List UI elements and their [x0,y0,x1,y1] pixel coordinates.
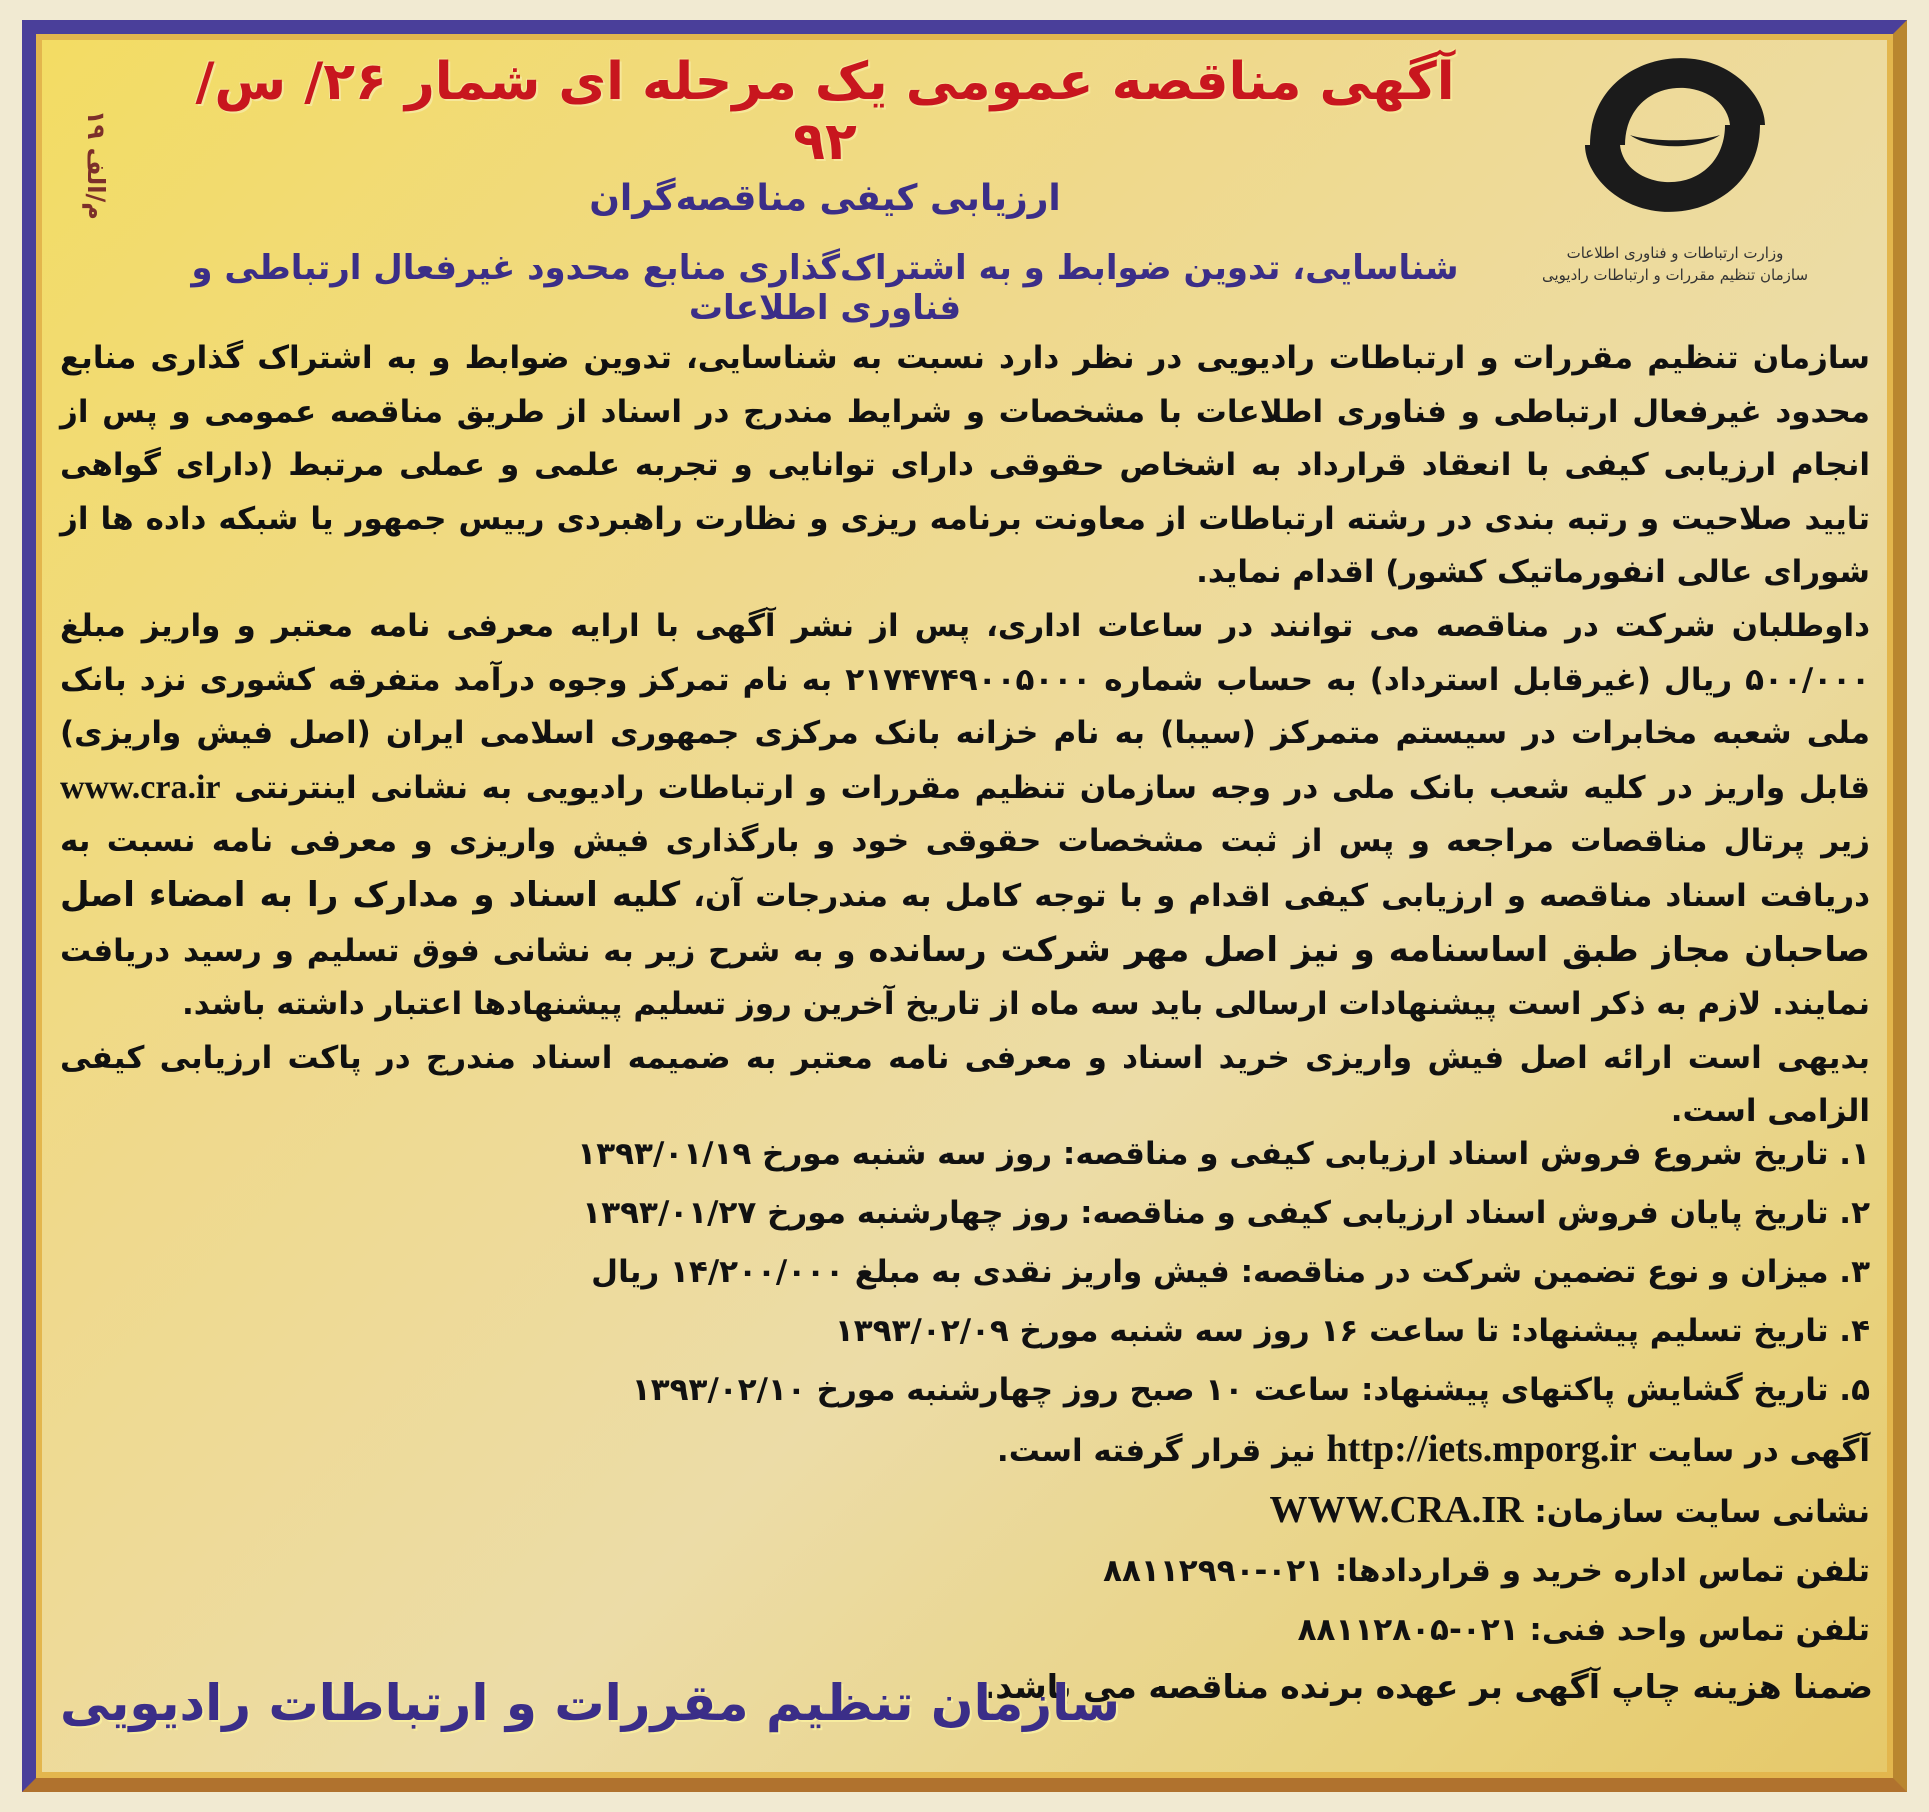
technical-phone-line [60,1601,1870,1660]
ministry-logo-icon [1570,30,1780,240]
notice-subject: شناسایی، تدوین ضوابط و به اشتراک‌گذاری منابع محدود غیرفعال ارتباطی و فناوری اطلاعات [191,248,1459,328]
technical-phone-label: تلفن تماس واحد فنی: [1529,1612,1870,1648]
list-item: ۱. تاریخ شروع فروش اسناد ارزیابی کیفی و مناقصه: روز سه شنبه مورخ ۱۳۹۳/۰۱/۱۹ [577,1136,1870,1172]
logo-block [1540,30,1810,330]
cra-url-link[interactable]: www.cra.ir [60,768,221,806]
list-item: ۳. میزان و نوع تضمین شرکت در مناقصه: فیش واریز نقدی به مبلغ ۱۴/۲۰۰/۰۰۰ ریال [591,1254,1870,1290]
org-site-label: نشانی سایت سازمان: [1534,1494,1870,1530]
list-item: ۵. تاریخ گشایش پاکتهای پیشنهاد: ساعت ۱۰ صبح روز چهارشنبه مورخ ۱۳۹۳/۰۲/۱۰ [631,1372,1870,1408]
notice-body [60,332,1870,1139]
schedule-list [60,1125,1870,1420]
print-cost-note: ضمنا هزینه چاپ آگهی بر عهده برنده مناقصه می باشد. [982,1667,1873,1706]
instructions-text-1: داوطلبان شرکت در مناقصه می توانند در ساعات اداری، پس از نشر آگهی با ارایه معرفی نامه معتبر و واریز مبلغ ۵۰۰/۰۰۰ ریال (غیرقابل استرداد) به حساب شماره ۲۱۷۴۷۴۹۰۰۵۰۰۰ به نام تمرکز وجوه درآمد متفرقه کشوری نزد بانک ملی شعبه مخابرات در سیستم متمرکز (سیبا) به نام خزانه بانک مرکزی جمهوری اسلامی ایران (اصل فیش واریزی) قابل واریز در کلیه شعب بانک ملی در وجه سازمان تنظیم مقررات و ارتباطات رادیویی به نشانی اینترنتی [60,607,1870,806]
list-item: ۲. تاریخ پایان فروش اسناد ارزیابی کیفی و مناقصه: روز چهارشنبه مورخ ۱۳۹۳/۰۱/۲۷ [582,1195,1870,1231]
purchase-phone-line [60,1542,1870,1601]
instructions-text-2: زیر پرتال مناقصات مراجعه و پس از ثبت مشخصات حقوقی خود و بارگذاری فیش واریزی و معرفی نامه نسبت به دریافت اسناد مناقصه و ارزیابی کیفی اقدام و با توجه کامل به مندرجات آن، [60,823,1871,914]
organization-signature: سازمان تنظیم مقررات و ارتباطات رادیویی [60,1674,1121,1732]
organization-name: سازمان تنظیم مقررات و ارتباطات رادیویی [1541,266,1809,284]
org-site-line [60,1481,1870,1542]
instructions-text-3: و به شرح زیر به نشانی فوق تسلیم و رسید دریافت نمایند. لازم به ذکر است پیشنهادات ارسالی باید سه ماه از تاریخ آخرین روز تسلیم پیشنهادها اعتبار داشته باشد. [60,932,1870,1023]
paragraph-intro: سازمان تنظیم مقررات و ارتباطات رادیویی در نظر دارد نسبت به شناسایی، تدوین ضوابط و به اشتراک گذاری منابع محدود غیرفعال ارتباطی و فناوری اطلاعات با مشخصات و شرایط مندرج در اسناد از طریق مناقصه عمومی و پس از انجام ارزیابی کیفی با انعقاد قرارداد به اشخاص حقوقی دارای توانایی و تجربه علمی و عملی مرتبط (دارای گواهی تایید صلاحیت و رتبه بندی در رشته ارتباطات از معاونت برنامه ریزی و نظارت راهبردی رییس جمهور یا شبکه داده ها از شورای عالی انفورماتیک کشور) اقدام نماید. [60,340,1870,591]
list-item: ۴. تاریخ تسلیم پیشنهاد: تا ساعت ۱۶ روز سه شنبه مورخ ۱۳۹۳/۰۲/۰۹ [834,1313,1870,1349]
purchase-phone-label: تلفن تماس اداره خرید و قراردادها: [1334,1553,1870,1589]
site-suffix: نیز قرار گرفته است. [996,1433,1316,1469]
ministry-name: وزارت ارتباطات و فناوری اطلاعات [1566,244,1784,262]
instructions-emphasis: کلیه اسناد و مدارک را به امضاء اصل صاحبان مجاز طبق اساسنامه و نیز اصل مهر شرکت رسانده [60,874,1870,970]
paragraph-instructions [60,600,1870,1032]
notice-subtitle: ارزیابی کیفی مناقصه‌گران [589,178,1061,219]
contact-section [60,1420,1870,1660]
site-line [60,1420,1870,1481]
technical-phone-number: ۰۲۱-۸۸۱۱۲۸۰۵ [1297,1612,1519,1648]
purchase-phone-number: ۰۲۱-۸۸۱۱۲۹۹۰ [1103,1553,1325,1589]
paragraph-requirement: بدیهی است ارائه اصل فیش واریزی خرید اسناد و معرفی نامه معتبر به ضمیمه اسناد مندرج در پاکت ارزیابی کیفی الزامی است. [60,1039,1870,1130]
iets-url-link[interactable]: http://iets.mporg.ir [1326,1428,1637,1470]
notice-title: آگهی مناقصه عمومی یک مرحله ای شمار ۲۶/ س/ ۹۲ [195,52,1455,172]
reference-code: م/الف ۱۹ [82,110,110,220]
site-prefix: آگهی در سایت [1647,1433,1870,1469]
org-site-link[interactable]: WWW.CRA.IR [1269,1489,1524,1531]
logo-caption [1540,242,1810,286]
